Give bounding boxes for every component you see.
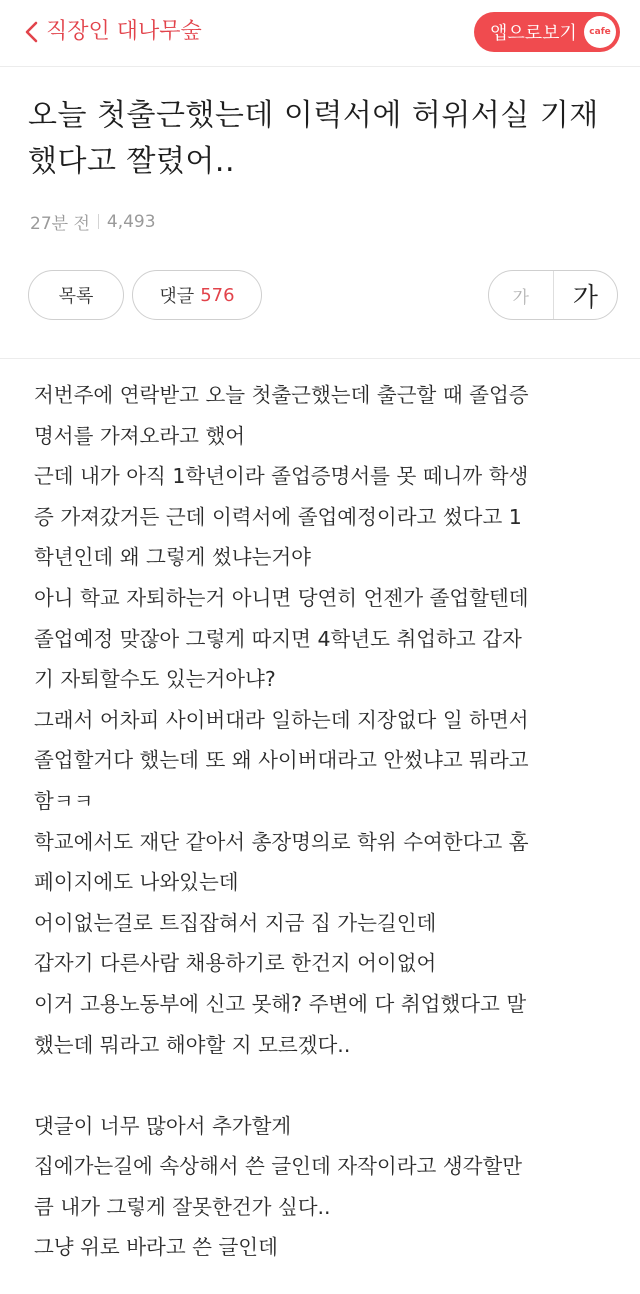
- body-line: 페이지에도 나와있는데: [34, 870, 239, 895]
- font-size-small-button[interactable]: 가: [489, 271, 554, 319]
- body-line: 갑자기 다른사람 채용하기로 한건지 어이없어: [34, 951, 437, 976]
- view-count: 4,493: [106, 211, 156, 232]
- body-line: 아니 학교 자퇴하는거 아니면 당연히 언젠가 졸업할텐데: [34, 585, 529, 610]
- post-body: [0, 359, 640, 1268]
- chevron-left-icon: [24, 21, 40, 43]
- body-line: 했는데 뭐라고 해야할 지 모르겠다..: [34, 1032, 351, 1057]
- comment-button[interactable]: [132, 270, 262, 320]
- open-in-app-label: 앱으로보기: [490, 23, 577, 44]
- action-bar: [0, 270, 640, 324]
- body-line: 학교에서도 재단 같아서 총장명의로 학위 수여한다고 홈: [34, 829, 529, 854]
- body-line: 댓글이 너무 많아서 추가할게: [34, 1113, 292, 1138]
- post-meta: [30, 209, 640, 234]
- body-line: 이거 고용노동부에 신고 못해? 주변에 다 취업했다고 말: [34, 991, 527, 1016]
- body-line: 큼 내가 그렇게 잘못한건가 싶다..: [34, 1194, 331, 1219]
- list-button[interactable]: [28, 270, 124, 320]
- body-line: 기 자퇴할수도 있는거아냐?: [34, 667, 276, 692]
- body-line: 그래서 어차피 사이버대라 일하는데 지장없다 일 하면서: [34, 707, 529, 732]
- body-line: 어이없는걸로 트집잡혀서 지금 집 가는길인데: [34, 910, 437, 935]
- body-line: 집에가는길에 속상해서 쓴 글인데 자작이라고 생각할만: [34, 1154, 523, 1179]
- open-in-app-button[interactable]: [474, 12, 620, 52]
- body-line: 그냥 위로 바라고 쓴 글인데: [34, 1235, 278, 1260]
- body-line: 저번주에 연락받고 오늘 첫출근했는데 출근할 때 졸업증: [34, 383, 529, 407]
- list-label: 목록: [58, 286, 94, 307]
- back-label: 직장인 대나무숲: [46, 19, 202, 44]
- body-line: 함ㅋㅋ: [34, 788, 94, 813]
- meta-divider: [98, 214, 99, 229]
- post-title: 오늘 첫출근했는데 이력서에 허위서실 기재했다고 짤렸어..: [28, 98, 599, 179]
- top-bar: [0, 0, 640, 67]
- body-line: 명서를 가져오라고 했어: [34, 423, 246, 448]
- body-line: 졸업예정 맞잖아 그렇게 따지면 4학년도 취업하고 갑자: [34, 626, 522, 651]
- body-line: 근데 내가 아직 1학년이라 졸업증명서를 못 떼니까 학생: [34, 464, 529, 489]
- comment-count: 576: [200, 284, 235, 306]
- blank-line: [34, 1065, 612, 1106]
- body-line: 학년인데 왜 그렇게 썼냐는거야: [34, 545, 311, 570]
- comment-label: 댓글: [159, 286, 195, 307]
- font-size-large-button[interactable]: 가: [572, 282, 598, 313]
- back-button[interactable]: [24, 16, 202, 48]
- cafe-logo-icon: cafe: [584, 16, 616, 48]
- post-time: 27분 전: [30, 214, 90, 234]
- font-size-toggle: [488, 270, 618, 320]
- body-line: 증 가져갔거든 근데 이력서에 졸업예정이라고 썼다고 1: [34, 504, 522, 529]
- body-line: 졸업할거다 했는데 또 왜 사이버대라고 안썼냐고 뭐라고: [34, 748, 529, 773]
